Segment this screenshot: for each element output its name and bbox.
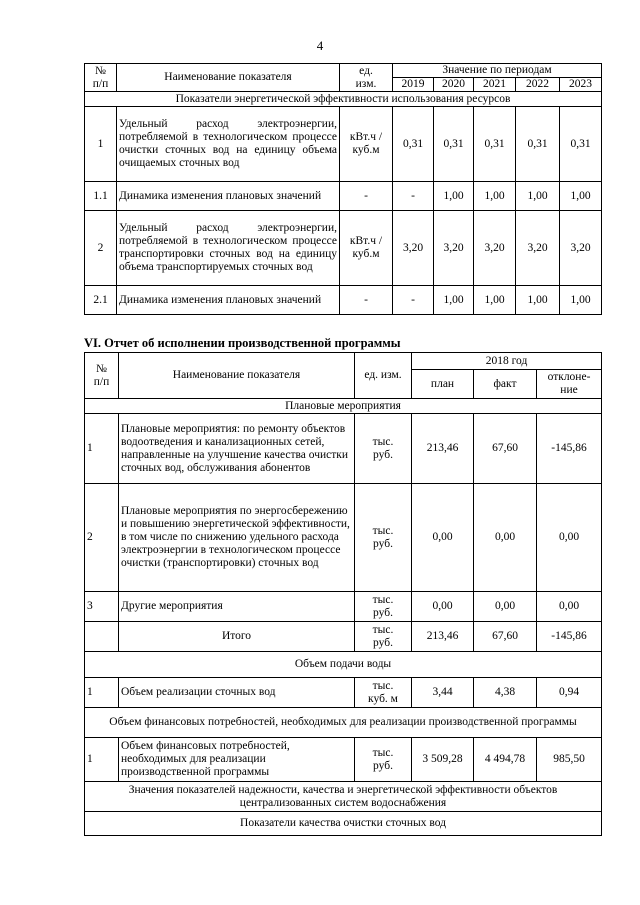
row-unit: тыс. руб. xyxy=(355,622,412,652)
row-value: - xyxy=(393,286,434,315)
row-unit: - xyxy=(340,286,393,315)
section-row: Объем подачи воды xyxy=(85,652,602,678)
col-header-name: Наименование показателя xyxy=(119,353,355,399)
row-value: 1,00 xyxy=(434,182,474,211)
row-unit: тыс. руб. xyxy=(355,592,412,622)
row-deviation: 985,50 xyxy=(537,738,602,782)
section-heading: VI. Отчет об исполнении производственной программы xyxy=(84,336,401,350)
col-header-name: Наименование показателя xyxy=(117,64,340,92)
row-deviation: -145,86 xyxy=(537,414,602,484)
section-row: Значения показателей надежности, качества и энергетической эффективности объектов централизованных систем водоснабжения xyxy=(85,782,602,812)
row-plan: 0,00 xyxy=(412,592,474,622)
col-header-year: 2019 xyxy=(393,78,434,92)
col-header-periods: Значение по периодам xyxy=(393,64,602,78)
row-fact: 67,60 xyxy=(474,414,537,484)
row-plan: 0,00 xyxy=(412,484,474,592)
total-row xyxy=(85,622,602,652)
table-row xyxy=(85,592,602,622)
row-plan: 3,44 xyxy=(412,678,474,708)
row-deviation: 0,94 xyxy=(537,678,602,708)
row-value: 1,00 xyxy=(560,182,602,211)
row-value: 1,00 xyxy=(474,286,516,315)
col-header-deviation: отклоне- ние xyxy=(537,370,602,399)
table-row xyxy=(85,484,602,592)
row-value: 0,31 xyxy=(516,107,560,182)
row-unit: - xyxy=(340,182,393,211)
row-name: Динамика изменения плановых значений xyxy=(117,182,340,211)
row-unit: тыс. куб. м xyxy=(355,678,412,708)
row-num: 2 xyxy=(85,211,117,286)
col-header-year: 2023 xyxy=(560,78,602,92)
row-unit: кВт.ч / куб.м xyxy=(340,211,393,286)
row-name: Объем финансовых потребностей, необходимых для реализации производственной программы xyxy=(119,738,355,782)
row-fact: 0,00 xyxy=(474,592,537,622)
row-value: 1,00 xyxy=(560,286,602,315)
section-row: Плановые мероприятия xyxy=(85,399,602,414)
col-header-num: № п/п xyxy=(85,353,119,399)
row-unit: тыс. руб. xyxy=(355,484,412,592)
col-header-fact: факт xyxy=(474,370,537,399)
row-num: 1 xyxy=(85,678,119,708)
col-header-plan: план xyxy=(412,370,474,399)
row-unit: кВт.ч / куб.м xyxy=(340,107,393,182)
row-name: Другие мероприятия xyxy=(119,592,355,622)
col-header-unit: ед. изм. xyxy=(340,64,393,92)
row-name: Удельный расход электроэнергии, потребляемой в технологическом процессе очистки сточных вод на единицу объема очищаемых сточных вод xyxy=(117,107,340,182)
page-number: 4 xyxy=(316,38,324,53)
row-deviation: 0,00 xyxy=(537,592,602,622)
row-name: Плановые мероприятия по энергосбережению и повышению энергетической эффективности, в том числе по снижению удельного расхода электроэнергии в технологическом процессе очистки (транспортировки) сточных вод xyxy=(119,484,355,592)
table-row xyxy=(85,738,602,782)
row-unit: тыс. руб. xyxy=(355,414,412,484)
row-num: 1 xyxy=(85,738,119,782)
production-program-table xyxy=(84,352,602,836)
row-fact: 4,38 xyxy=(474,678,537,708)
row-plan: 3 509,28 xyxy=(412,738,474,782)
row-fact: 4 494,78 xyxy=(474,738,537,782)
row-plan: 213,46 xyxy=(412,414,474,484)
row-value: 3,20 xyxy=(434,211,474,286)
col-header-unit: ед. изм. xyxy=(355,353,412,399)
row-value: 3,20 xyxy=(393,211,434,286)
row-fact: 0,00 xyxy=(474,484,537,592)
row-name: Динамика изменения плановых значений xyxy=(117,286,340,315)
row-value: 0,31 xyxy=(393,107,434,182)
row-name: Плановые мероприятия: по ремонту объектов водоотведения и канализационных сетей, направленные на улучшение качества очистки сточных вод, обслуживания абонентов xyxy=(119,414,355,484)
table-row xyxy=(85,107,602,182)
row-num: 2.1 xyxy=(85,286,117,315)
row-value: 3,20 xyxy=(474,211,516,286)
row-value: 0,31 xyxy=(434,107,474,182)
row-value: 1,00 xyxy=(516,286,560,315)
row-value: 0,31 xyxy=(474,107,516,182)
row-num: 1.1 xyxy=(85,182,117,211)
col-header-num: № п/п xyxy=(85,64,117,92)
row-num: 3 xyxy=(85,592,119,622)
table-row xyxy=(85,678,602,708)
col-header-year: 2022 xyxy=(516,78,560,92)
row-deviation: 0,00 xyxy=(537,484,602,592)
row-plan: 213,46 xyxy=(412,622,474,652)
row-value: 3,20 xyxy=(516,211,560,286)
row-num: 1 xyxy=(85,414,119,484)
col-header-year: 2018 год xyxy=(412,353,602,370)
table-row xyxy=(85,182,602,211)
section-row: Объем финансовых потребностей, необходимых для реализации производственной программы xyxy=(85,708,602,738)
row-fact: 67,60 xyxy=(474,622,537,652)
row-num: 2 xyxy=(85,484,119,592)
row-name: Удельный расход электроэнергии, потребляемой в технологическом процессе транспортировки сточных вод на единицу объема транспортируемых сточных вод xyxy=(117,211,340,286)
table-row xyxy=(85,286,602,315)
row-num: 1 xyxy=(85,107,117,182)
energy-efficiency-table xyxy=(84,63,602,315)
row-name: Итого xyxy=(119,622,355,652)
row-value: 1,00 xyxy=(516,182,560,211)
section-row: Показатели качества очистки сточных вод xyxy=(85,812,602,836)
row-value: - xyxy=(393,182,434,211)
col-header-year: 2020 xyxy=(434,78,474,92)
section-row: Показатели энергетической эффективности использования ресурсов xyxy=(85,92,602,107)
row-deviation: -145,86 xyxy=(537,622,602,652)
table-row xyxy=(85,414,602,484)
col-header-year: 2021 xyxy=(474,78,516,92)
table-row xyxy=(85,211,602,286)
row-name: Объем реализации сточных вод xyxy=(119,678,355,708)
row-value: 1,00 xyxy=(434,286,474,315)
row-value: 3,20 xyxy=(560,211,602,286)
row-value: 0,31 xyxy=(560,107,602,182)
row-unit: тыс. руб. xyxy=(355,738,412,782)
row-value: 1,00 xyxy=(474,182,516,211)
